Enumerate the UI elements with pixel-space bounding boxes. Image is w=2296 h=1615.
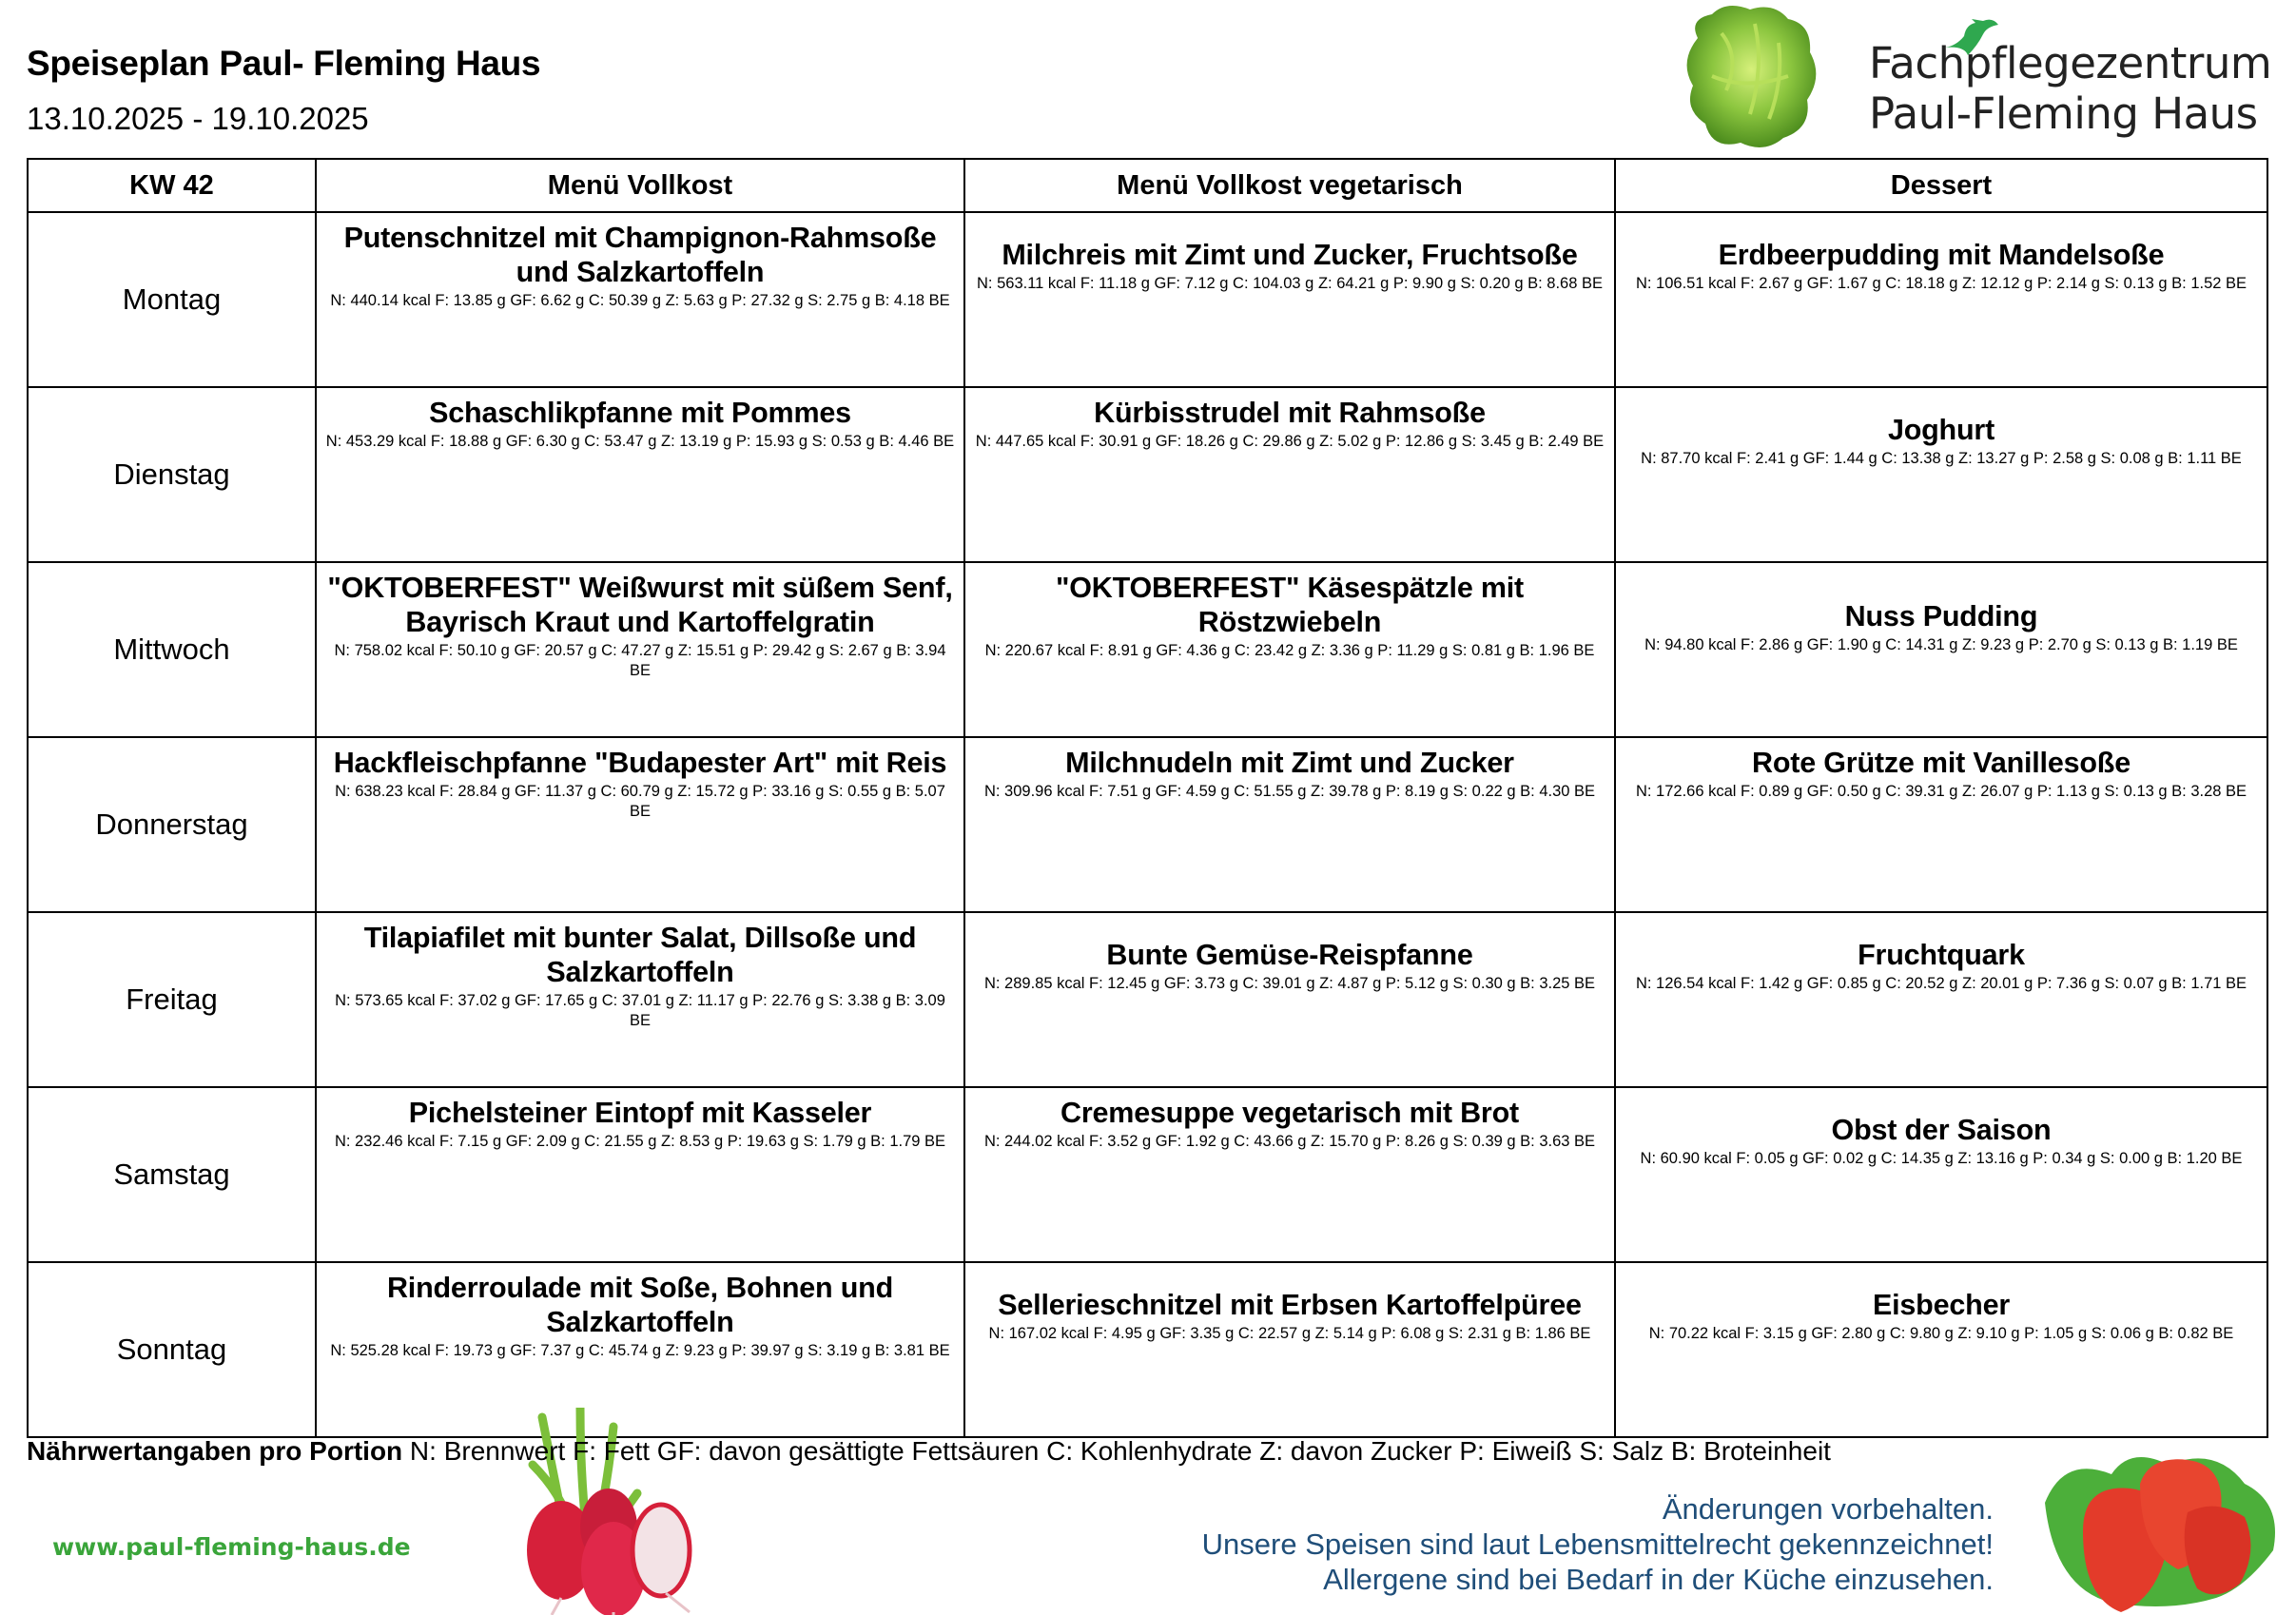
- table-row: [28, 1262, 2267, 1437]
- menu-cell: [1615, 912, 2267, 1087]
- nutrition-info: N: 573.65 kcal F: 37.02 g GF: 17.65 g C: 37.01 g Z: 11.17 g P: 22.76 g S: 3.38 g B: 3.09 BE: [335, 992, 945, 1029]
- day-cell: Montag: [28, 212, 316, 387]
- nutrition-info: N: 525.28 kcal F: 19.73 g GF: 7.37 g C: 45.74 g Z: 9.23 g P: 39.97 g S: 3.19 g B: 3.81 BE: [330, 1342, 950, 1359]
- menu-cell: [964, 1262, 1615, 1437]
- menu-cell: [1615, 1087, 2267, 1262]
- nutrition-info: N: 60.90 kcal F: 0.05 g GF: 0.02 g C: 14.35 g Z: 13.16 g P: 0.34 g S: 0.00 g B: 1.20 BE: [1640, 1150, 2243, 1167]
- legend-text: N: Brennwert F: Fett GF: davon gesättigte Fettsäuren C: Kohlenhydrate Z: davon Zucker P: Eiweiß S: Salz B: Broteinheit: [402, 1436, 1831, 1466]
- menu-cell: [964, 1087, 1615, 1262]
- table-row: [28, 1087, 2267, 1262]
- dish-name: Pichelsteiner Eintopf mit Kasseler: [408, 1097, 872, 1129]
- dish-name: Sellerieschnitzel mit Erbsen Kartoffelpüree: [998, 1289, 1582, 1321]
- day-cell: Freitag: [28, 912, 316, 1087]
- menu-cell: [964, 737, 1615, 912]
- dish-name: Schaschlikpfanne mit Pommes: [429, 397, 851, 429]
- nutrition-info: N: 172.66 kcal F: 0.89 g GF: 0.50 g C: 39.31 g Z: 26.07 g P: 1.13 g S: 0.13 g B: 3.28 BE: [1635, 783, 2247, 800]
- dish-name: Cremesuppe vegetarisch mit Brot: [1060, 1097, 1519, 1129]
- day-cell: Donnerstag: [28, 737, 316, 912]
- nutrition-info: N: 440.14 kcal F: 13.85 g GF: 6.62 g C: 50.39 g Z: 5.63 g P: 27.32 g S: 2.75 g B: 4.18 BE: [330, 292, 950, 309]
- menu-cell: [316, 912, 964, 1087]
- menu-cell: [316, 1087, 964, 1262]
- dish-name: Rote Grütze mit Vanillesoße: [1752, 747, 2131, 779]
- day-cell: Samstag: [28, 1087, 316, 1262]
- nutrition-info: N: 167.02 kcal F: 4.95 g GF: 3.35 g C: 22.57 g Z: 5.14 g P: 6.08 g S: 2.31 g B: 1.86 BE: [988, 1325, 1591, 1342]
- nutrition-info: N: 244.02 kcal F: 3.52 g GF: 1.92 g C: 43.66 g Z: 15.70 g P: 8.26 g S: 0.39 g B: 3.63 BE: [983, 1133, 1596, 1150]
- dish-name: Eisbecher: [1873, 1289, 2010, 1321]
- table-row: [28, 212, 2267, 387]
- dish-name: Kürbisstrudel mit Rahmsoße: [1094, 397, 1486, 429]
- page-title: Speiseplan Paul- Fleming Haus: [27, 44, 541, 83]
- table-row: [28, 912, 2267, 1087]
- menu-cell: [964, 912, 1615, 1087]
- facility-logo: [1669, 0, 2272, 157]
- menu-cell: [316, 387, 964, 562]
- menu-cell: [1615, 387, 2267, 562]
- day-cell: Dienstag: [28, 387, 316, 562]
- legend-heading: Nährwertangaben pro Portion: [27, 1436, 403, 1466]
- nutrition-info: N: 106.51 kcal F: 2.67 g GF: 1.67 g C: 18.18 g Z: 12.12 g P: 2.14 g S: 0.13 g B: 1.52 BE: [1635, 275, 2247, 292]
- menu-cell: [964, 212, 1615, 387]
- lettuce-icon: [1669, 0, 1831, 157]
- nutrition-info: N: 289.85 kcal F: 12.45 g GF: 3.73 g C: 39.01 g Z: 4.87 g P: 5.12 g S: 0.30 g B: 3.25 BE: [983, 975, 1596, 992]
- menu-cell: [316, 737, 964, 912]
- table-row: [28, 562, 2267, 737]
- nutrition-info: N: 70.22 kcal F: 3.15 g GF: 2.80 g C: 9.80 g Z: 9.10 g P: 1.05 g S: 0.06 g B: 0.82 BE: [1648, 1325, 2234, 1342]
- menu-cell: [1615, 737, 2267, 912]
- dish-name: "OKTOBERFEST" Käsespätzle mit Röstzwiebeln: [1055, 572, 1525, 638]
- strawberry-image: [2026, 1446, 2296, 1615]
- nutrition-info: N: 87.70 kcal F: 2.41 g GF: 1.44 g C: 13.38 g Z: 13.27 g P: 2.58 g S: 0.08 g B: 1.11 BE: [1641, 450, 2242, 467]
- date-range: 13.10.2025 - 19.10.2025: [27, 101, 369, 136]
- nutrition-info: N: 447.65 kcal F: 30.91 g GF: 18.26 g C: 29.86 g Z: 5.02 g P: 12.86 g S: 3.45 g B: 2.49 BE: [975, 433, 1605, 450]
- dish-name: Milchreis mit Zimt und Zucker, Fruchtsoße: [1002, 239, 1578, 271]
- notice-line: Änderungen vorbehalten.: [1662, 1492, 1994, 1526]
- column-header-dessert: Dessert: [1615, 159, 2267, 212]
- notice-line: Unsere Speisen sind laut Lebensmittelrecht gekennzeichnet!: [1201, 1527, 1994, 1561]
- menu-cell: [1615, 562, 2267, 737]
- table-row: [28, 737, 2267, 912]
- nutrition-info: N: 94.80 kcal F: 2.86 g GF: 1.90 g C: 14.31 g Z: 9.23 g P: 2.70 g S: 0.13 g B: 1.19 BE: [1644, 636, 2238, 653]
- menu-cell: [316, 212, 964, 387]
- dish-name: Fruchtquark: [1858, 939, 2025, 971]
- nutrition-info: N: 309.96 kcal F: 7.51 g GF: 4.59 g C: 51.55 g Z: 39.78 g P: 8.19 g S: 0.22 g B: 4.30 BE: [983, 783, 1596, 800]
- day-cell: Mittwoch: [28, 562, 316, 737]
- dish-name: Hackfleischpfanne "Budapester Art" mit Reis: [333, 747, 947, 779]
- logo-text: [1869, 38, 2271, 139]
- dish-name: Tilapiafilet mit bunter Salat, Dillsoße und Salzkartoffeln: [363, 922, 917, 988]
- nutrition-info: N: 638.23 kcal F: 28.84 g GF: 11.37 g C: 60.79 g Z: 15.72 g P: 33.16 g S: 0.55 g B: 5.07 BE: [335, 783, 945, 820]
- nutrition-info: N: 453.29 kcal F: 18.88 g GF: 6.30 g C: 53.47 g Z: 13.19 g P: 15.93 g S: 0.53 g B: 4.46 BE: [325, 433, 955, 450]
- dish-name: Joghurt: [1887, 414, 1995, 446]
- column-header-vollkost: Menü Vollkost: [316, 159, 964, 212]
- menu-cell: [316, 562, 964, 737]
- menu-cell: [1615, 1262, 2267, 1437]
- nutrition-info: N: 563.11 kcal F: 11.18 g GF: 7.12 g C: 104.03 g Z: 64.21 g P: 9.90 g S: 0.20 g B: 8.68 BE: [977, 275, 1603, 292]
- dish-name: Nuss Pudding: [1844, 600, 2038, 632]
- column-header-week: KW 42: [28, 159, 316, 212]
- dish-name: Putenschnitzel mit Champignon-Rahmsoße und Salzkartoffeln: [343, 222, 937, 288]
- dish-name: Obst der Saison: [1831, 1114, 2052, 1146]
- dish-name: Milchnudeln mit Zimt und Zucker: [1065, 747, 1514, 779]
- menu-cell: [1615, 212, 2267, 387]
- nutrition-info: N: 758.02 kcal F: 50.10 g GF: 20.57 g C: 47.27 g Z: 15.51 g P: 29.42 g S: 2.67 g B: 3.94 BE: [334, 642, 946, 679]
- nutrition-legend: [27, 1436, 1831, 1467]
- table-header-row: [28, 159, 2267, 212]
- notice-line: Allergene sind bei Bedarf in der Küche einzusehen.: [1323, 1563, 1994, 1596]
- nutrition-info: N: 220.67 kcal F: 8.91 g GF: 4.36 g C: 23.42 g Z: 3.36 g P: 11.29 g S: 0.81 g B: 1.96 BE: [984, 642, 1595, 659]
- notice-block: [1202, 1491, 1994, 1597]
- table-row: [28, 387, 2267, 562]
- menu-table: [27, 158, 2268, 1438]
- logo-text-line2: Paul-Fleming Haus: [1869, 88, 2258, 139]
- nutrition-info: N: 126.54 kcal F: 1.42 g GF: 0.85 g C: 20.52 g Z: 20.01 g P: 7.36 g S: 0.07 g B: 1.71 BE: [1635, 975, 2247, 992]
- menu-cell: [964, 562, 1615, 737]
- dish-name: Bunte Gemüse-Reispfanne: [1106, 939, 1473, 971]
- menu-cell: [964, 387, 1615, 562]
- logo-text-line1: Fachpflegezentrum: [1869, 38, 2272, 88]
- dish-name: "OKTOBERFEST" Weißwurst mit süßem Senf, Bayrisch Kraut und Kartoffelgratin: [327, 572, 953, 638]
- day-cell: Sonntag: [28, 1262, 316, 1437]
- website-link[interactable]: www.paul-fleming-haus.de: [52, 1533, 411, 1561]
- dish-name: Erdbeerpudding mit Mandelsoße: [1718, 239, 2165, 271]
- nutrition-info: N: 232.46 kcal F: 7.15 g GF: 2.09 g C: 21.55 g Z: 8.53 g P: 19.63 g S: 1.79 g B: 1.79 BE: [334, 1133, 946, 1150]
- dish-name: Rinderroulade mit Soße, Bohnen und Salzkartoffeln: [386, 1272, 894, 1338]
- column-header-vegetarisch: Menü Vollkost vegetarisch: [964, 159, 1615, 212]
